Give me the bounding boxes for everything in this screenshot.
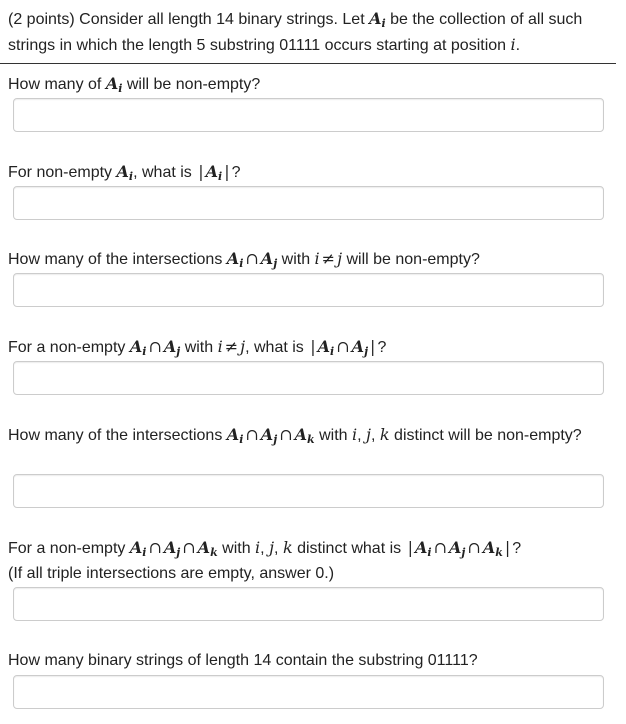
answer-input-4[interactable]: [13, 361, 604, 395]
question-2: For non-empty $A_i$, what is | $A_i$ | ?: [8, 162, 241, 183]
answer-input-2[interactable]: [13, 186, 604, 220]
question-6-note: (If all triple intersections are empty, answer 0.): [8, 565, 335, 582]
question-4: For a non-empty $A_i$ ∩ $A_j$ with i ≠ j, what is | $A_i$ ∩ $A_j$ | ?: [8, 337, 387, 358]
answer-input-1[interactable]: [13, 98, 604, 132]
divider: [0, 63, 616, 64]
position-i: i: [510, 35, 516, 54]
statement-text: be the collection of all such strings in which the length 5 substring 01111 occurs starting at position: [8, 11, 583, 54]
question-5: How many of the intersections $A_i$ ∩ $A_j$ ∩ $A_k$ with i, j, k distinct will be non-empty?: [8, 425, 582, 446]
statement-text: (2 points) Consider all length 14 binary strings. Let: [8, 11, 370, 28]
question-3: How many of the intersections $A_i$ ∩ $A_j$ with i ≠ j will be non-empty?: [8, 249, 480, 270]
question-6: For a non-empty $A_i$ ∩ $A_j$ ∩ $A_k$ with i, j, k distinct what is | $A_i$ ∩ $A_j$ ∩ $A_k$ | ? (If all triple intersections are empty, answer 0.): [8, 538, 522, 582]
answer-input-3[interactable]: [13, 273, 604, 307]
question-7: How many binary strings of length 14 contain the substring 01111?: [8, 652, 478, 669]
answer-input-6[interactable]: [13, 587, 604, 621]
answer-input-5[interactable]: [13, 474, 604, 508]
answer-input-7[interactable]: [13, 675, 604, 709]
problem-statement: (2 points) Consider all length 14 binary strings. Let $A_i$ be the collection of all such strings in which the length 5 substring 01111 occurs starting at position i.: [8, 9, 583, 54]
set-a-i: $A_i$: [369, 9, 386, 30]
question-1: How many of $A_i$ will be non-empty?: [8, 74, 261, 95]
